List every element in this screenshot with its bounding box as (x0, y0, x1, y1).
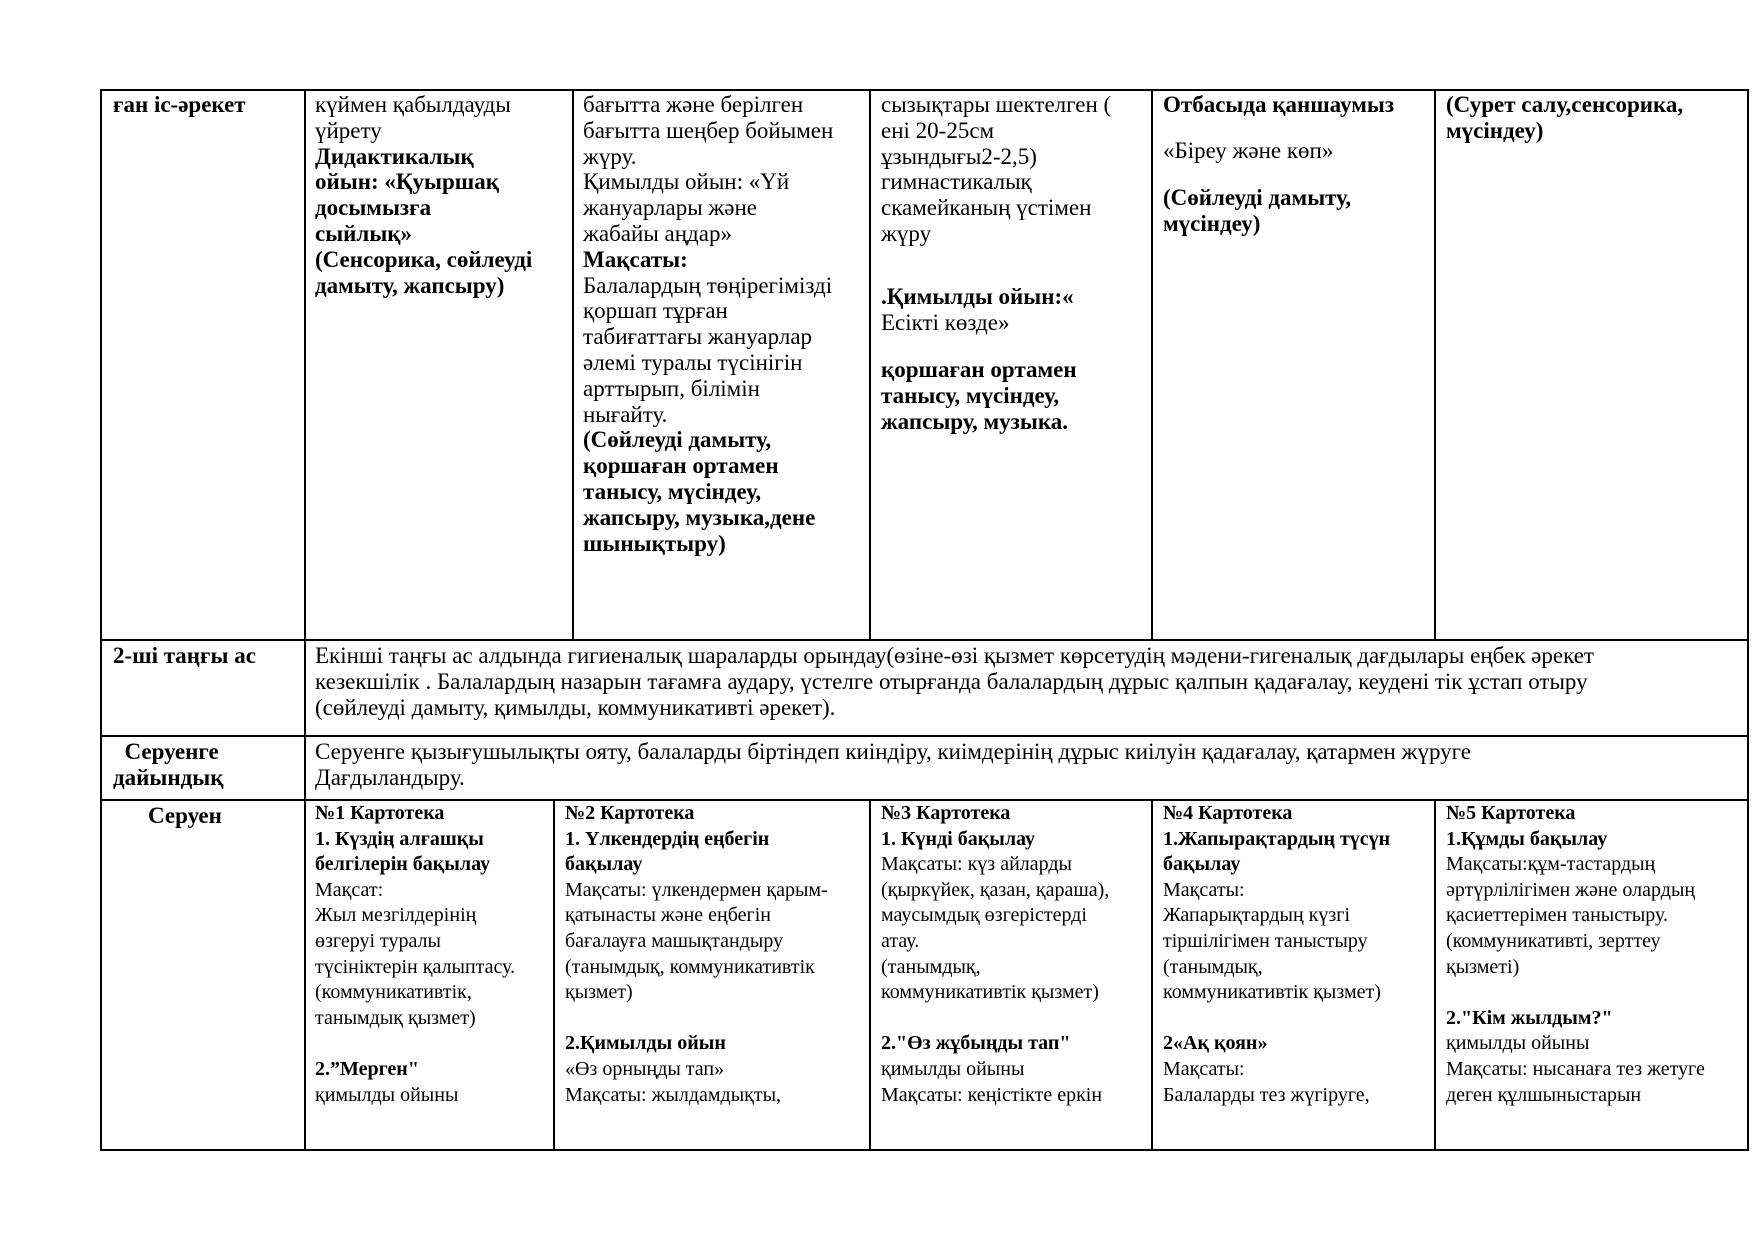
text-line: жүру (881, 220, 932, 246)
text-line: (Сурет салу,сенсорика, (1446, 92, 1684, 117)
text-line: әртүрлілігімен және олардың (1446, 878, 1696, 901)
table-border-row1-bottom (100, 639, 1748, 641)
text-line: (қыркүйек, қазан, қараша), (881, 878, 1110, 901)
card-file-3 (881, 801, 1109, 1108)
text-line: бақылау (565, 853, 643, 876)
row1-cell-col2 (315, 92, 532, 298)
text-line: Балаларды тез жүгіруге, (1163, 1083, 1370, 1106)
text-line: Отбасыда қаншаумыз (1163, 92, 1395, 117)
text-line: Серуенге (113, 739, 219, 764)
column-divider-row1-4 (1151, 89, 1153, 640)
text-line: «Біреу және көп» (1163, 138, 1334, 163)
text-line: түсініктерін қалыптасу. (315, 955, 516, 978)
text-line: тіршілігімен таныстыру (1163, 929, 1368, 952)
text-line: атау. (881, 929, 920, 952)
text-line: қызметі) (1446, 955, 1520, 978)
text-line: танысу, мүсіндеу, (583, 478, 762, 504)
column-divider-row4-5 (1434, 799, 1436, 1151)
text-line: 1.Жапырақтардың түсүн (1163, 827, 1391, 850)
text-line: әлемі туралы түсінігін (583, 349, 803, 375)
text-line: үйрету (315, 117, 382, 143)
row1-cell-col6 (1446, 92, 1683, 144)
text-line: жабайы аңдар» (583, 220, 732, 246)
text-line: бақылау (1163, 853, 1241, 876)
text-line: (сөйлеуді дамыту, қимылды, коммуникативті әрекет). (315, 694, 836, 720)
text-line: .Қимылды ойын:« (881, 284, 1074, 309)
text-line: белгілерін бақылау (315, 853, 491, 876)
text-line: бағалауға машықтандыру (565, 929, 784, 952)
text-line: 2.”Мерген" (315, 1057, 419, 1080)
text-line: қимылды ойыны (315, 1083, 459, 1106)
text-line: Мақсаты: (1163, 1057, 1245, 1080)
text-line: мүсіндеу) (1446, 117, 1544, 143)
text-line: мүсіндеу) (1163, 210, 1261, 236)
row1-cell-col4-areas (881, 357, 1077, 434)
text-line: қоршап тұрған (583, 298, 728, 324)
row2-text (315, 643, 1594, 720)
card-file-5 (1446, 801, 1705, 1108)
card-file-4 (1163, 801, 1390, 1108)
column-divider-row1-3 (869, 89, 871, 640)
column-divider-row4-3 (869, 799, 871, 1151)
text-line: Дидактикалық (315, 143, 474, 169)
text-line (1446, 980, 1705, 1006)
text-line: (Сенсорика, сөйлеуді (315, 246, 533, 272)
text-line (1163, 1006, 1390, 1032)
row1-cell-col3 (583, 92, 833, 556)
text-line: маусымдық өзгерістерді (881, 904, 1087, 927)
text-line: дамыту, жапсыру) (315, 272, 505, 298)
text-line: кезекшілік . Балалардың назарын тағамға аудару, үстелге отырғанда балалардың дұрыс қалпын қадағалау, кеудені тік ұстап отыру (315, 668, 1588, 694)
table-border-bottom (100, 1149, 1748, 1151)
text-line: коммуникативтік қызмет) (1163, 981, 1381, 1004)
text-line: Мақсаты:құм-тастардың (1446, 853, 1656, 876)
table-border-row2-bottom (100, 735, 1748, 737)
column-divider-row1-2 (572, 89, 574, 640)
text-line: нығайту. (583, 401, 668, 427)
column-divider-row1-5 (1434, 89, 1436, 640)
text-line: Балалардың төңірегімізді (583, 272, 833, 298)
text-line: қызмет) (565, 981, 633, 1004)
text-line: ені 20-25см (881, 117, 995, 143)
text-line: қасиеттерімен таныстыру. (1446, 904, 1668, 927)
text-line: скамейканың үстімен (881, 195, 1092, 221)
text-line: табиғаттағы жануарлар (583, 324, 813, 350)
text-line: жапсыру, музыка,дене (583, 504, 816, 530)
text-line: Қимылды ойын: «Үй (583, 169, 790, 195)
text-line: №2 Картотека (565, 802, 695, 824)
text-line: қимылды ойыны (1446, 1032, 1590, 1055)
text-line: танымдық қызмет) (315, 1006, 476, 1029)
text-line: Мақсаты: кеңістікте еркін (881, 1083, 1103, 1106)
text-line: өзгеруі туралы (315, 929, 441, 952)
text-line: №5 Картотека (1446, 802, 1576, 824)
text-line: Жапарықтардың күзгі (1163, 904, 1351, 927)
text-line: Мақсаты: нысанаға тез жетуге (1446, 1057, 1705, 1080)
card-file-2 (565, 801, 828, 1108)
text-line: сыйлық» (315, 220, 413, 246)
row1-cell-col5-title (1163, 92, 1394, 118)
text-line: танысу, мүсіндеу, (881, 382, 1060, 408)
text-line: (танымдық, коммуникативтік (565, 955, 815, 978)
text-line: бағытта шеңбер бойымен (583, 117, 834, 143)
text-line: №1 Картотека (315, 802, 445, 824)
row-label-second-breakfast: 2-ші таңғы ас (113, 643, 256, 668)
text-line: 1. Күнді бақылау (881, 827, 1036, 850)
text-line: «Өз орныңды тап» (565, 1057, 725, 1080)
text-line: Мақсаты: күз айларды (881, 853, 1072, 876)
text-line (315, 1031, 515, 1057)
text-line: Серуенге қызығушылықты ояту, балаларды біртіндеп киіндіру, киімдерінің дұрыс киілуін қадағалау, қатармен жүруге (315, 739, 1471, 764)
text-line: күймен қабылдауды (315, 92, 511, 117)
text-line: шынықтыру) (583, 530, 726, 556)
text-line: арттырып, білімін (583, 375, 760, 401)
text-line: Мақсат: (315, 878, 384, 901)
text-line: 2."Кім жылдым?" (1446, 1006, 1613, 1029)
text-line: 1.Құмды бақылау (1446, 827, 1608, 850)
row1-cell-col5-areas (1163, 185, 1351, 237)
text-line: Екінші таңғы ас алдында гигиеналық шараларды орындау(өзіне-өзі қызмет көрсетудің мәдени-гигеналық дағдылары еңбек әрекет (315, 643, 1594, 668)
text-line: Мақсаты: (583, 246, 688, 272)
text-line: ұзындығы2-2,5) (881, 143, 1037, 169)
text-line: 1. Күздің алғашқы (315, 827, 484, 850)
text-line: 2.Қимылды ойын (565, 1032, 726, 1055)
column-divider-row4-2 (553, 799, 555, 1151)
text-line: (танымдық, (1163, 955, 1263, 978)
text-line: жапсыру, музыка. (881, 408, 1068, 434)
text-line: Есікті көзде» (881, 309, 1010, 335)
row1-cell-col4-text (881, 92, 1111, 247)
row1-cell-col5-game (1163, 138, 1333, 164)
text-line: қимылды ойыны (881, 1057, 1025, 1080)
text-line: (Сөйлеуді дамыту, (1163, 185, 1352, 210)
text-line (881, 1006, 1109, 1032)
text-line: Мақсаты: жылдамдықты, (565, 1083, 782, 1106)
row1-cell-col4-game (881, 284, 1074, 336)
text-line: Мақсаты: үлкендермен қарым- (565, 878, 828, 901)
table-border-right (1747, 89, 1749, 1151)
text-line: Дағдыландыру. (315, 764, 465, 790)
column-divider-row4-4 (1151, 799, 1153, 1151)
card-file-1 (315, 801, 515, 1108)
text-line: №4 Картотека (1163, 802, 1293, 824)
text-line: (танымдық, (881, 955, 981, 978)
text-line: сызықтары шектелген ( (881, 92, 1112, 117)
text-line: қатынасты және еңбегін (565, 904, 771, 927)
text-line: Жыл мезгілдерінің (315, 904, 477, 927)
text-line: (Сөйлеуді дамыту, (583, 427, 772, 453)
text-line: (коммуникативтік, (315, 981, 472, 1004)
text-line: ойын: «Қуыршақ (315, 169, 499, 195)
table-border-left (100, 89, 102, 1151)
text-line: дайындық (113, 764, 224, 790)
row-label-walk: Серуен (148, 803, 222, 828)
text-line: досымызға (315, 195, 432, 221)
text-line: қоршаған ортамен (881, 357, 1077, 382)
text-line: 2."Өз жұбыңды тап" (881, 1032, 1071, 1055)
text-line (565, 1006, 828, 1032)
text-line: жануарлары және (583, 195, 758, 221)
column-divider-1 (304, 89, 306, 1151)
text-line: коммуникативтік қызмет) (881, 981, 1099, 1004)
table-border-top (100, 89, 1748, 91)
text-line: (коммуникативті, зерттеу (1446, 929, 1661, 952)
row3-text (315, 739, 1471, 791)
text-line: бағытта және берілген (583, 92, 804, 117)
text-line: деген құлшыныстарын (1446, 1083, 1642, 1106)
text-line: гимнастикалық (881, 169, 1032, 195)
text-line: 2«Ақ қоян» (1163, 1032, 1268, 1055)
text-line: №3 Картотека (881, 802, 1011, 824)
text-line: қоршаған ортамен (583, 453, 779, 479)
text-line: 1. Үлкендердің еңбегін (565, 827, 770, 850)
row-label-walk-preparation (113, 739, 223, 791)
text-line: жүру. (583, 143, 637, 169)
row-label-activity: ған іс-әрекет (113, 92, 246, 117)
text-line: Мақсаты: (1163, 878, 1245, 901)
